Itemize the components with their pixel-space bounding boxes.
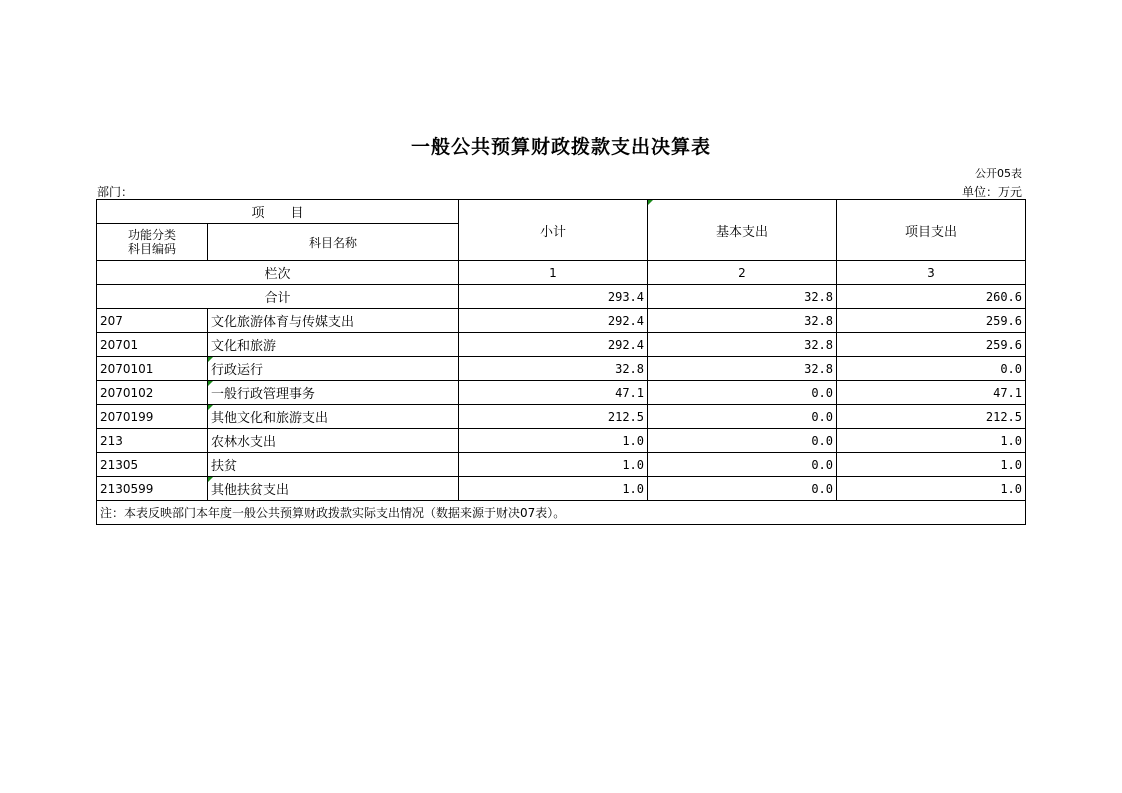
total-basic: 32.8: [648, 285, 837, 309]
table-note: 注：本表反映部门本年度一般公共预算财政拨款实际支出情况（数据来源于财决07表）。: [97, 501, 1026, 525]
department-label: 部门：: [97, 185, 134, 199]
project-cell: 259.6: [837, 333, 1026, 357]
subject-name-cell: [208, 381, 459, 405]
subtotal-cell: 212.5: [459, 405, 648, 429]
header-subject-name: 科目名称: [208, 224, 459, 261]
project-cell: 1.0: [837, 429, 1026, 453]
header-project: 项目支出: [837, 200, 1026, 261]
basic-cell: 0.0: [648, 429, 837, 453]
subject-name-text: 一般行政管理事务: [211, 387, 316, 402]
function-code-cell: 21305: [97, 453, 208, 477]
subject-name-cell: [208, 405, 459, 429]
header-col-order: 栏次: [97, 261, 459, 285]
subtotal-cell: 292.4: [459, 333, 648, 357]
basic-cell: 32.8: [648, 357, 837, 381]
table-body: [97, 200, 1026, 501]
subject-name-cell: [208, 477, 459, 501]
header-col3: 3: [837, 261, 1026, 285]
cell-marker-icon: [208, 477, 213, 482]
subtotal-cell: 292.4: [459, 309, 648, 333]
table-row: [97, 357, 1026, 381]
project-cell: 212.5: [837, 405, 1026, 429]
basic-cell: 0.0: [648, 477, 837, 501]
subtotal-cell: 1.0: [459, 453, 648, 477]
function-code-cell: 207: [97, 309, 208, 333]
basic-cell: 32.8: [648, 333, 837, 357]
table-row: [97, 453, 1026, 477]
subtotal-cell: 32.8: [459, 357, 648, 381]
project-cell: 0.0: [837, 357, 1026, 381]
subject-name-text: 行政运行: [211, 363, 264, 378]
header-basic-label: 基本支出: [715, 224, 768, 240]
function-code-cell: 20701: [97, 333, 208, 357]
total-project: 260.6: [837, 285, 1026, 309]
header-row-1: [97, 200, 1026, 224]
subject-name-cell: [208, 333, 459, 357]
project-cell: 1.0: [837, 453, 1026, 477]
subtotal-cell: 47.1: [459, 381, 648, 405]
table-row: [97, 405, 1026, 429]
subject-name-cell: [208, 429, 459, 453]
function-code-cell: 2130599: [97, 477, 208, 501]
subject-name-cell: [208, 357, 459, 381]
cell-marker-icon: [208, 357, 213, 362]
unit-label: 单位：万元: [961, 185, 1022, 199]
header-subtotal: 小计: [459, 200, 648, 261]
subject-name-text: 扶贫: [211, 459, 238, 474]
subtotal-cell: 1.0: [459, 477, 648, 501]
total-label: 合计: [97, 285, 459, 309]
note-row: [97, 501, 1026, 525]
subject-name-text: 农林水支出: [211, 435, 277, 450]
cell-marker-icon: [208, 405, 213, 410]
report-title: 一般公共预算财政拨款支出决算表: [410, 136, 711, 158]
table-row: [97, 333, 1026, 357]
basic-cell: 0.0: [648, 381, 837, 405]
cell-marker-icon: [208, 381, 213, 386]
total-subtotal: 293.4: [459, 285, 648, 309]
form-number: 公开05表: [975, 167, 1022, 180]
expenditure-table: [96, 199, 1026, 525]
table-row: [97, 381, 1026, 405]
header-row-order: [97, 261, 1026, 285]
function-code-cell: 213: [97, 429, 208, 453]
subject-name-text: 文化和旅游: [211, 339, 277, 354]
table-row: [97, 429, 1026, 453]
header-col1: 1: [459, 261, 648, 285]
basic-cell: 0.0: [648, 453, 837, 477]
subject-name-cell: [208, 453, 459, 477]
basic-cell: 32.8: [648, 309, 837, 333]
cell-marker-icon: [648, 200, 653, 205]
project-cell: 259.6: [837, 309, 1026, 333]
function-code-cell: 2070102: [97, 381, 208, 405]
header-basic: [648, 200, 837, 261]
header-func-code: 功能分类 科目编码: [97, 224, 208, 261]
project-cell: 1.0: [837, 477, 1026, 501]
header-item: 项 目: [97, 200, 459, 224]
subtotal-cell: 1.0: [459, 429, 648, 453]
subject-name-cell: [208, 309, 459, 333]
table-row: [97, 477, 1026, 501]
total-row: [97, 285, 1026, 309]
project-cell: 47.1: [837, 381, 1026, 405]
subject-name-text: 文化旅游体育与传媒支出: [211, 315, 355, 330]
basic-cell: 0.0: [648, 405, 837, 429]
function-code-cell: 2070101: [97, 357, 208, 381]
subject-name-text: 其他扶贫支出: [211, 483, 290, 498]
function-code-cell: 2070199: [97, 405, 208, 429]
table-row: [97, 309, 1026, 333]
subject-name-text: 其他文化和旅游支出: [211, 411, 329, 426]
header-col2: 2: [648, 261, 837, 285]
